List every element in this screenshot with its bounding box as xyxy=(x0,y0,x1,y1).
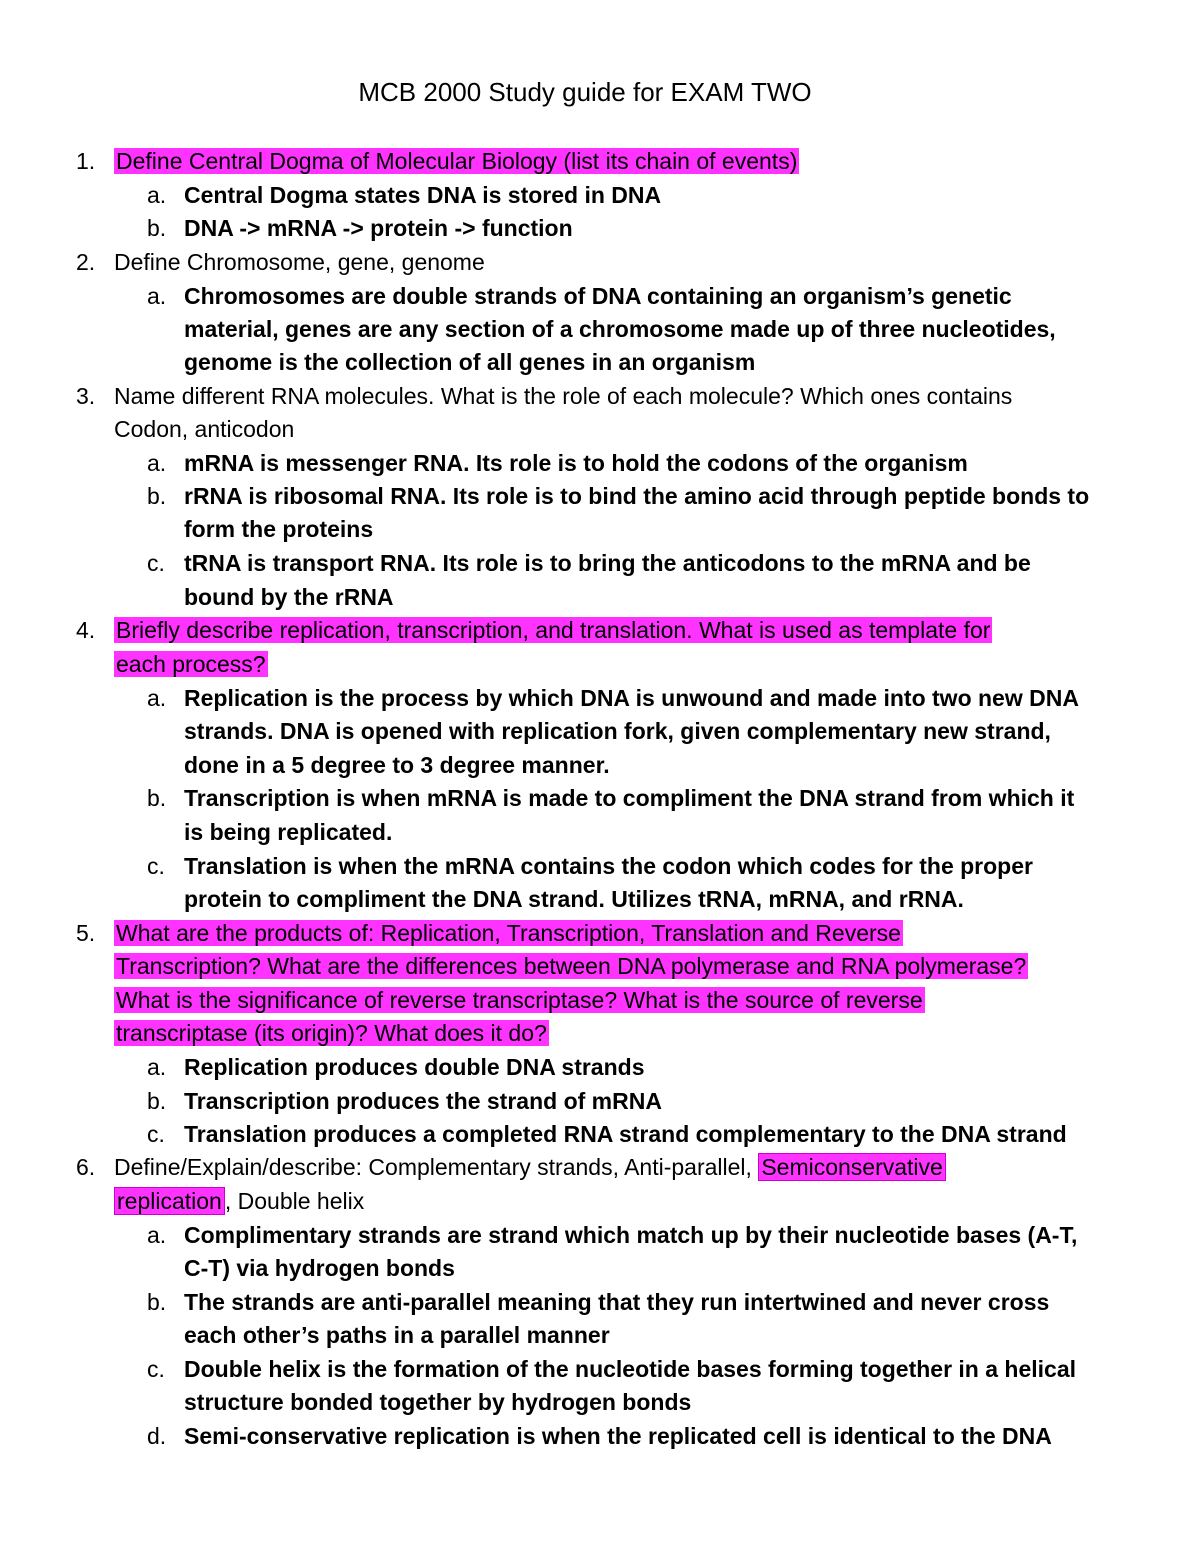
question-5-line xyxy=(114,917,903,950)
item-number-6: 6. xyxy=(76,1154,96,1180)
answer-3b-line: rRNA is ribosomal RNA. Its role is to bind the amino acid through peptide bonds to xyxy=(184,483,1090,509)
question-1-text: Define Central Dogma of Molecular Biology (list its chain of events) xyxy=(116,148,798,174)
answer-4c-line: protein to compliment the DNA strand. Utilizes tRNA, mRNA, and rRNA. xyxy=(184,886,964,912)
highlighted-term: Semiconservative xyxy=(758,1153,946,1181)
answer-4b-line: Transcription is when mRNA is made to compliment the DNA strand from which it xyxy=(184,785,1075,811)
question-5-text: transcriptase (its origin)? What does it do? xyxy=(116,1020,547,1046)
item-number-5: 5. xyxy=(76,920,96,946)
question-5-line xyxy=(114,1017,549,1050)
answer-2a-line: Chromosomes are double strands of DNA containing an organism’s genetic xyxy=(184,283,1012,309)
question-5-text: What are the products of: Replication, Transcription, Translation and Reverse xyxy=(116,920,901,946)
answer-4b-line: is being replicated. xyxy=(184,819,393,845)
page-title: MCB 2000 Study guide for EXAM TWO xyxy=(358,77,812,107)
answer-3a: mRNA is messenger RNA. Its role is to hold the codons of the organism xyxy=(184,450,968,476)
item-number-1: 1. xyxy=(76,148,96,174)
question-4-text: each process? xyxy=(116,651,266,677)
question-3-line: Codon, anticodon xyxy=(114,416,295,442)
question-6-text: Define/Explain/describe: Complementary strands, Anti-parallel, xyxy=(114,1154,759,1180)
answer-marker: d. xyxy=(147,1423,167,1449)
answer-6d: Semi-conservative replication is when the replicated cell is identical to the DNA xyxy=(184,1423,1052,1449)
question-4-line xyxy=(114,614,992,647)
answer-marker: b. xyxy=(147,1088,167,1114)
answer-6b-line: The strands are anti-parallel meaning that they run intertwined and never cross xyxy=(184,1289,1050,1315)
answer-5a: Replication produces double DNA strands xyxy=(184,1054,645,1080)
answer-marker: c. xyxy=(147,1356,165,1382)
question-1 xyxy=(114,145,799,178)
answer-marker: c. xyxy=(147,550,165,576)
question-4-text: Briefly describe replication, transcription, and translation. What is used as template for xyxy=(116,617,991,643)
question-4-line xyxy=(114,648,268,681)
answer-6a-line: C-T) via hydrogen bonds xyxy=(184,1255,455,1281)
answer-5b: Transcription produces the strand of mRNA xyxy=(184,1088,662,1114)
answer-2a-line: material, genes are any section of a chromosome made up of three nucleotides, xyxy=(184,316,1056,342)
answer-4a-line: strands. DNA is opened with replication fork, given complementary new strand, xyxy=(184,718,1051,744)
answer-3c-line: bound by the rRNA xyxy=(184,584,394,610)
question-6-text: , Double helix xyxy=(224,1188,365,1214)
question-5-text: What is the significance of reverse transcriptase? What is the source of reverse xyxy=(116,987,923,1013)
answer-3c-line: tRNA is transport RNA. Its role is to bring the anticodons to the mRNA and be xyxy=(184,550,1031,576)
answer-1b: DNA -> mRNA -> protein -> function xyxy=(184,215,573,241)
answer-5c: Translation produces a completed RNA strand complementary to the DNA strand xyxy=(184,1121,1067,1147)
question-3-line: Name different RNA molecules. What is the role of each molecule? Which ones contains xyxy=(114,383,1013,409)
question-6-line xyxy=(114,1185,364,1218)
question-5-text: Transcription? What are the differences between DNA polymerase and RNA polymerase? xyxy=(116,953,1027,979)
answer-4a-line: done in a 5 degree to 3 degree manner. xyxy=(184,752,610,778)
answer-4a-line: Replication is the process by which DNA is unwound and made into two new DNA xyxy=(184,685,1079,711)
question-6-line xyxy=(114,1151,946,1184)
answer-marker: a. xyxy=(147,1054,167,1080)
highlighted-term: replication xyxy=(114,1187,225,1215)
question-2: Define Chromosome, gene, genome xyxy=(114,249,485,275)
answer-marker: c. xyxy=(147,1121,165,1147)
answer-marker: a. xyxy=(147,182,167,208)
answer-marker: a. xyxy=(147,450,167,476)
question-5-line xyxy=(114,984,925,1017)
answer-6b-line: each other’s paths in a parallel manner xyxy=(184,1322,610,1348)
answer-1a: Central Dogma states DNA is stored in DNA xyxy=(184,182,662,208)
answer-marker: b. xyxy=(147,215,167,241)
answer-marker: a. xyxy=(147,283,167,309)
item-number-2: 2. xyxy=(76,249,96,275)
item-number-3: 3. xyxy=(76,383,96,409)
answer-3b-line: form the proteins xyxy=(184,516,374,542)
item-number-4: 4. xyxy=(76,617,96,643)
answer-2a-line: genome is the collection of all genes in an organism xyxy=(184,349,756,375)
question-5-line xyxy=(114,950,1028,983)
answer-6c-line: Double helix is the formation of the nucleotide bases forming together in a helical xyxy=(184,1356,1077,1382)
answer-6c-line: structure bonded together by hydrogen bonds xyxy=(184,1389,692,1415)
answer-marker: a. xyxy=(147,1222,167,1248)
answer-marker: b. xyxy=(147,1289,167,1315)
answer-marker: c. xyxy=(147,853,165,879)
answer-marker: b. xyxy=(147,483,167,509)
answer-marker: a. xyxy=(147,685,167,711)
answer-marker: b. xyxy=(147,785,167,811)
answer-4c-line: Translation is when the mRNA contains the codon which codes for the proper xyxy=(184,853,1033,879)
answer-6a-line: Complimentary strands are strand which match up by their nucleotide bases (A-T, xyxy=(184,1222,1078,1248)
